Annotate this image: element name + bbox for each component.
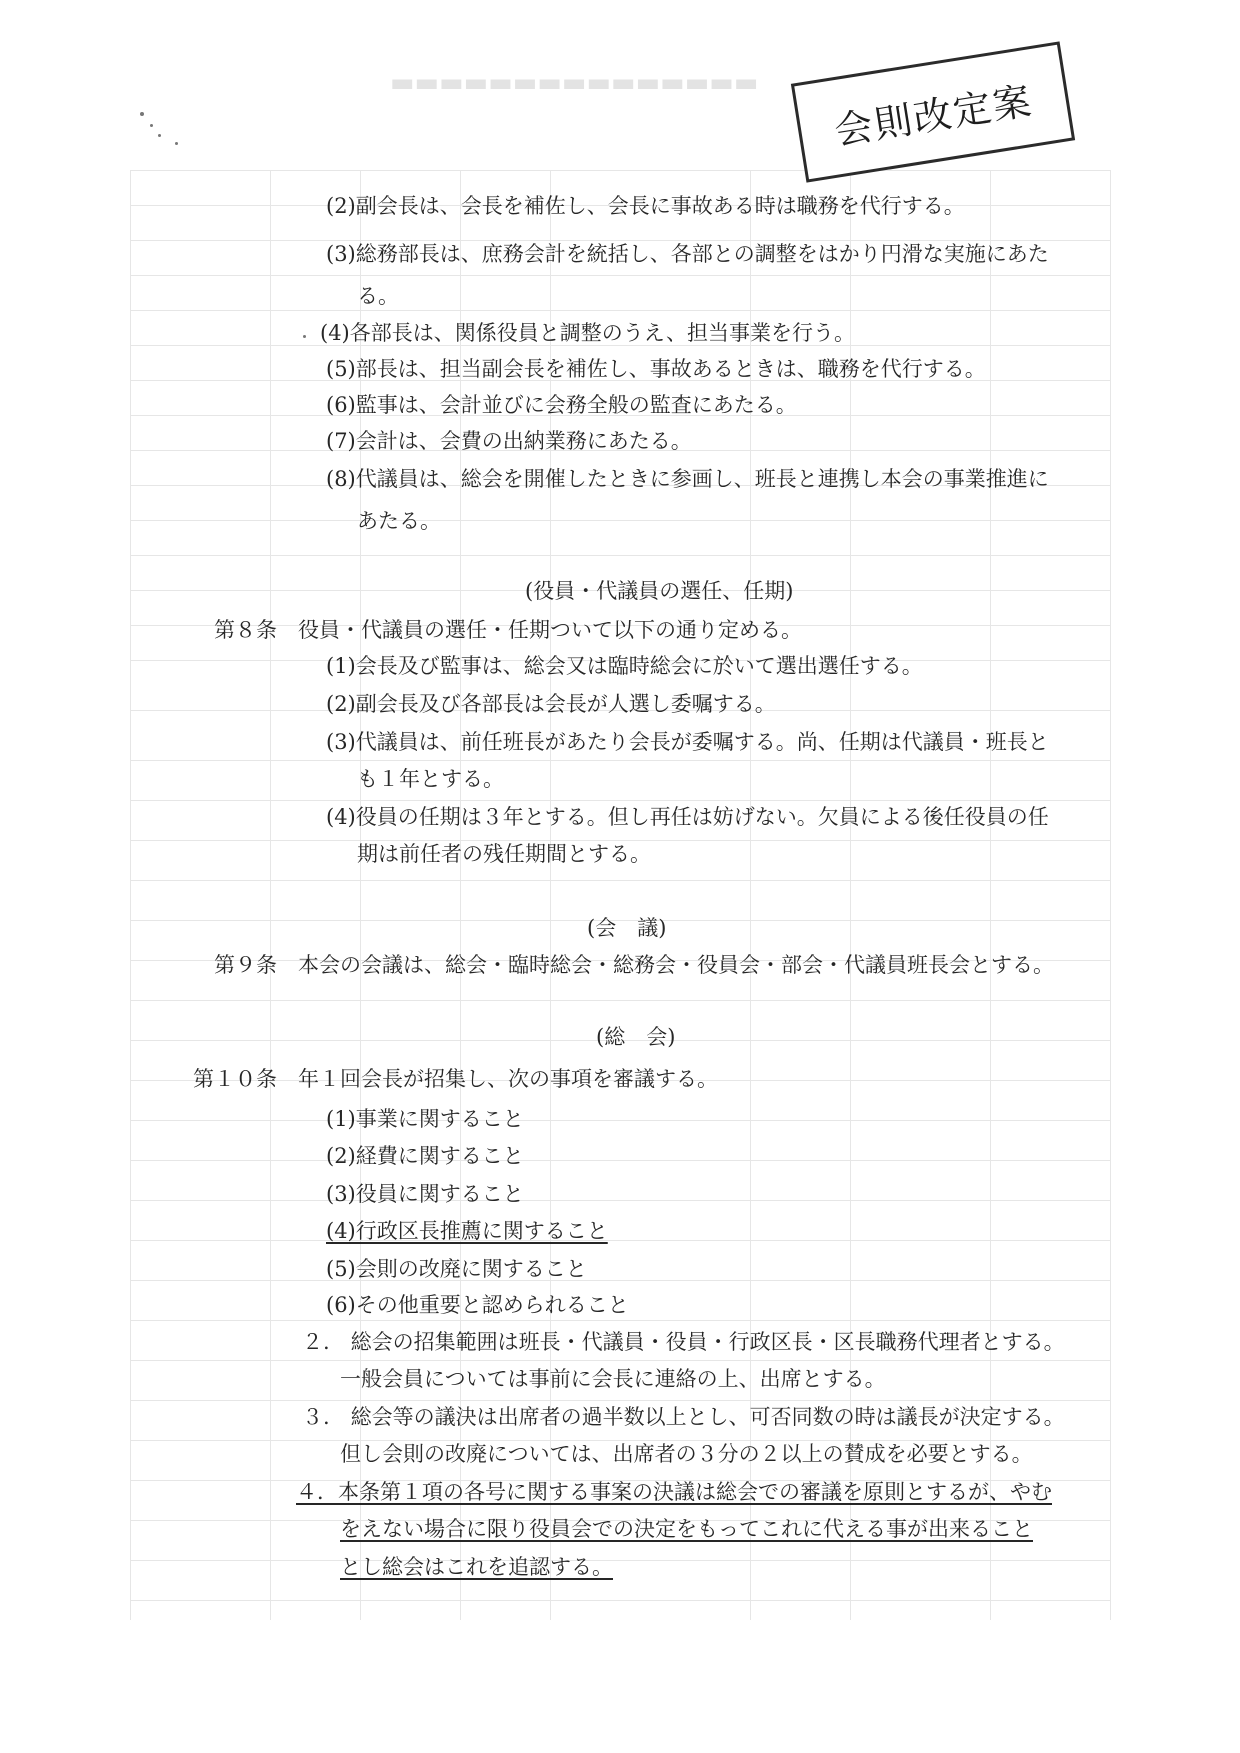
clause-line: (2)経費に関すること [326,1144,524,1168]
clause-line: (7)会計は、会費の出納業務にあたる。 [326,429,692,453]
clause-line-underlined: (4)行政区長推薦に関すること [326,1219,608,1243]
scan-speck [158,134,161,137]
clause-line: (2)副会長及び各部長は会長が人選し委嘱する。 [326,692,776,716]
clause-line: (2)副会長は、会長を補佐し、会長に事故ある時は職務を代行する。 [326,194,965,218]
clause-line: (3)役員に関すること [326,1182,524,1206]
clause-line: (6)その他重要と認められること [326,1293,629,1317]
scan-speck [175,142,178,145]
scan-speck [150,124,153,127]
clause-line: も１年とする。 [357,767,504,791]
scan-speck [303,335,306,338]
clause-line: る。 [357,284,399,308]
clause-line: (6)監事は、会計並びに会務全般の監査にあたる。 [326,393,797,417]
article-line: 第１０条 年１回会長が招集し、次の事項を審議する。 [193,1067,718,1091]
clause-line: (8)代議員は、総会を開催したときに参画し、班長と連携し本会の事業推進に [326,467,1049,491]
clause-line: (1)事業に関すること [326,1107,524,1131]
amendment-line-underlined: とし総会はこれを追認する。 [340,1555,613,1579]
clause-line: (5)部長は、担当副会長を補佐し、事故あるときは、職務を代行する。 [326,357,986,381]
section-heading: (会 議) [587,916,667,940]
clause-line: あたる。 [357,509,441,533]
amendment-line-underlined: ４．本条第１項の各号に関する事案の決議は総会での審議を原則とするが、やむ [296,1480,1052,1504]
bleed-through-heading: ▬▬▬▬▬▬▬▬▬▬▬▬▬▬▬ [390,68,759,98]
clause-line: 一般会員については事前に会長に連絡の上、出席とする。 [340,1367,886,1391]
clause-line: ２. 総会の招集範囲は班長・代議員・役員・行政区長・区長職務代理者とする。 [302,1330,1065,1354]
clause-line: (1)会長及び監事は、総会又は臨時総会に於いて選出選任する。 [326,654,923,678]
article-line: 第８条 役員・代議員の選任・任期ついて以下の通り定める。 [214,618,802,642]
amendment-line-underlined: をえない場合に限り役員会での決定をもってこれに代える事が出来ること [340,1517,1033,1541]
clause-line: 但し会則の改廃については、出席者の３分の２以上の賛成を必要とする。 [340,1442,1033,1466]
clause-line: (3)代議員は、前任班長があたり会長が委嘱する。尚、任期は代議員・班長と [326,730,1049,754]
scan-speck [140,112,144,116]
clause-line: ３. 総会等の議決は出席者の過半数以上とし、可否同数の時は議長が決定する。 [302,1405,1065,1429]
clause-line: (4)役員の任期は３年とする。但し再任は妨げない。欠員による後任役員の任 [326,805,1049,829]
section-heading: (役員・代議員の選任、任期) [525,579,794,603]
clause-line: (5)会則の改廃に関すること [326,1257,587,1281]
revision-proposal-stamp [791,41,1075,182]
stamp-label: 会則改定案 [831,78,1036,153]
clause-line: (3)総務部長は、庶務会計を統括し、各部との調整をはかり円滑な実施にあた [326,242,1049,266]
article-line: 第９条 本会の会議は、総会・臨時総会・総務会・役員会・部会・代議員班長会とする。 [214,953,1054,977]
clause-line: 期は前任者の残任期間とする。 [357,842,651,866]
section-heading: (総 会) [596,1025,676,1049]
clause-line: (4)各部長は、関係役員と調整のうえ、担当事業を行う。 [320,321,856,345]
